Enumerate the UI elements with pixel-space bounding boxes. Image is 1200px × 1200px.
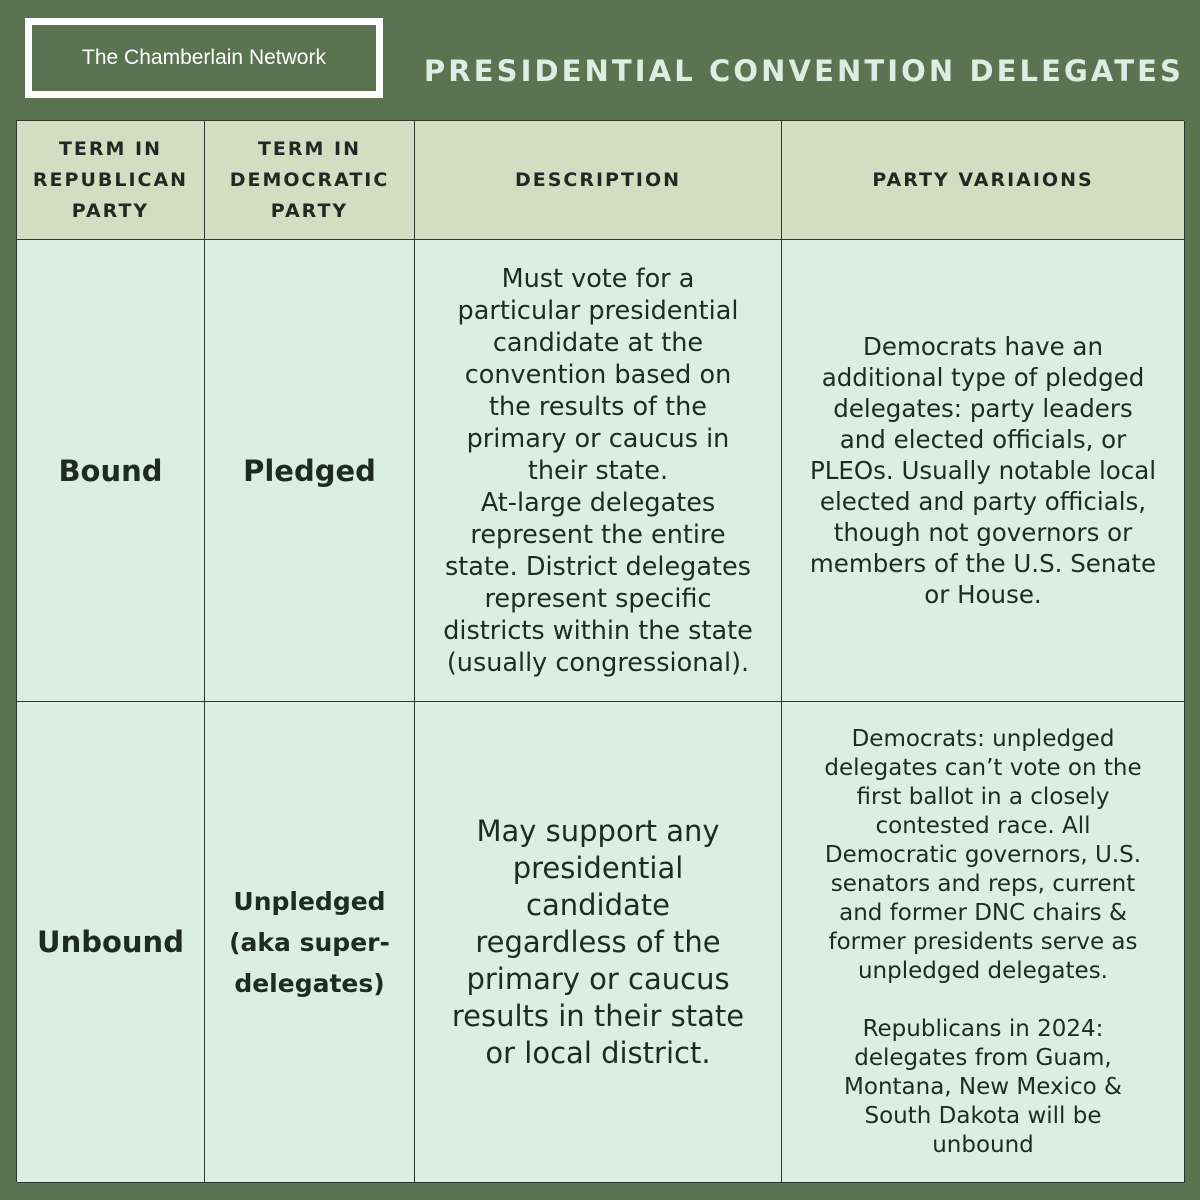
row-bound-party-variations: Democrats have an additional type of pledged delegates: party leaders and elected officials, or PLEOs. Usually notable local elected and party officials, though not governors or members of the U.S. Senate or House. [782,240,1185,702]
brand-name: The Chamberlain Network [32,25,376,91]
header-description: DESCRIPTION [415,121,782,240]
row-unbound-description: May support any presidential candidate regardless of the primary or caucus results in their state or local district. [415,702,782,1183]
delegates-table [16,120,1184,1182]
brand-logo [25,18,383,98]
row-bound-republican-term: Bound [17,240,205,702]
page-title: PRESIDENTIAL CONVENTION DELEGATES [423,54,1184,88]
header-republican-term: TERM IN REPUBLICAN PARTY [17,121,205,240]
row-unbound-democratic-term: Unpledged (aka super- delegates) [205,702,415,1183]
header-democratic-term: TERM IN DEMOCRATIC PARTY [205,121,415,240]
row-bound-democratic-term: Pledged [205,240,415,702]
row-unbound-party-variations: Democrats: unpledged delegates can’t vote on the first ballot in a closely contested race. All Democratic governors, U.S. senators and reps, current and former DNC chairs & former presidents serve as unpledged delegates. Republicans in 2024: delegates from Guam, Montana, New Mexico & South Dakota will be unbound [782,702,1185,1183]
header-party-variations: PARTY VARIAIONS [782,121,1185,240]
row-unbound-republican-term: Unbound [17,702,205,1183]
row-bound-description: Must vote for a particular presidential candidate at the convention based on the results of the primary or caucus in their state. At-large delegates represent the entire state. District delegates represent specific districts within the state (usually congressional). [415,240,782,702]
